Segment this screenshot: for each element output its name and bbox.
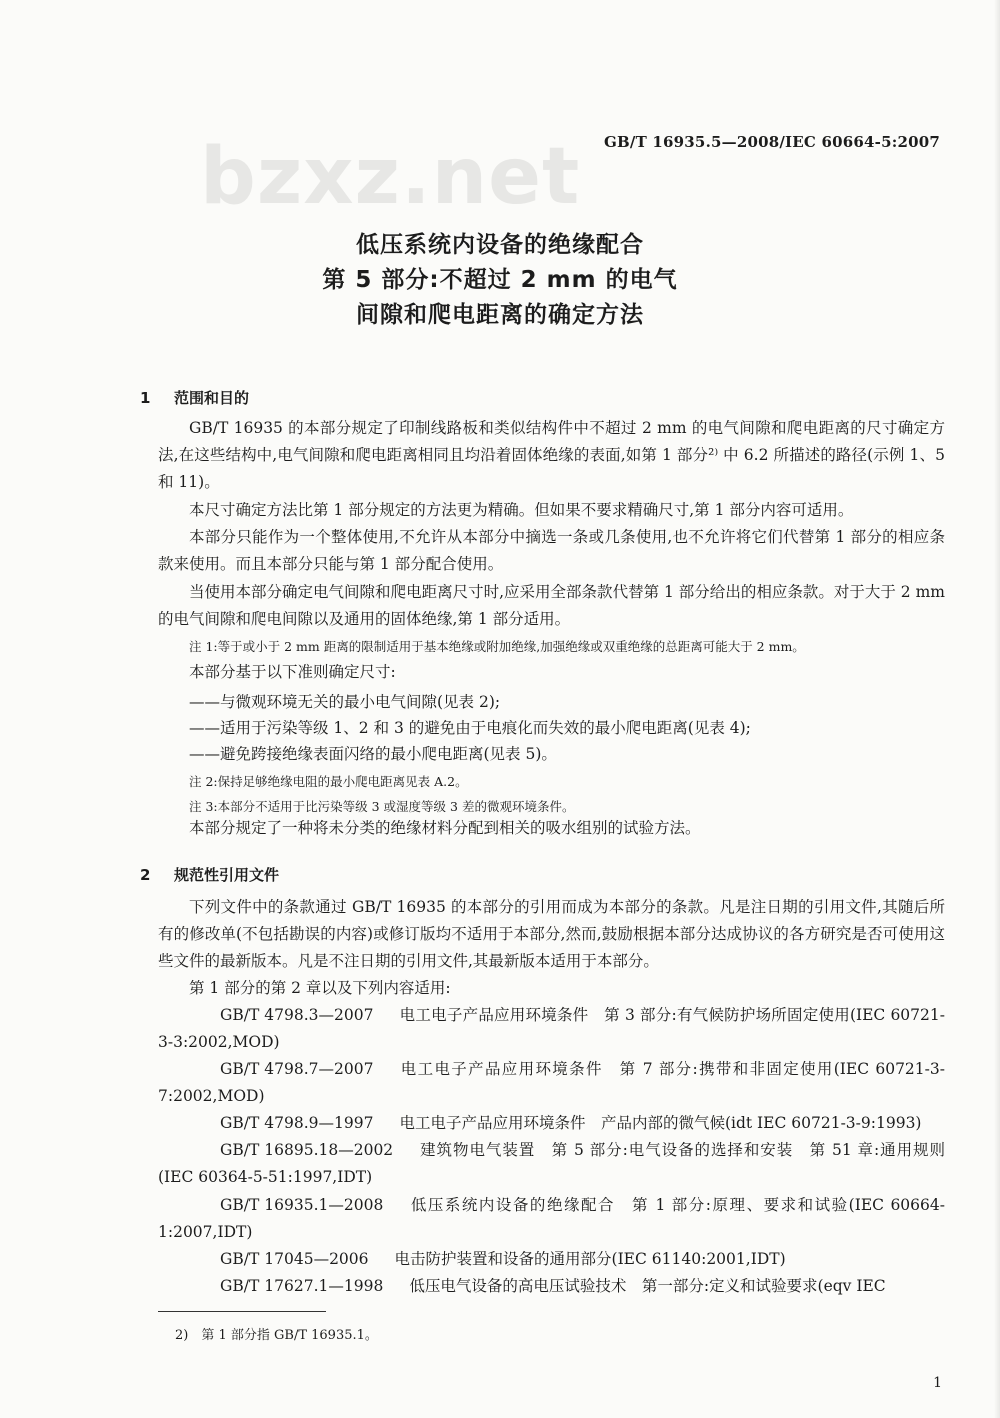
- reference-code: GB/T 17627.1—1998: [220, 1277, 384, 1295]
- reference-item: [158, 1002, 945, 1056]
- reference-item: [158, 1246, 945, 1273]
- reference-item: [158, 1137, 945, 1191]
- section-1-number: 1: [140, 389, 151, 407]
- reference-code: GB/T 16935.1—2008: [220, 1196, 384, 1214]
- criteria-item-2: ——适用于污染等级 1、2 和 3 的避免由于电痕化而失效的最小爬电距离(见表 4);: [189, 719, 751, 737]
- reference-item: [158, 1192, 945, 1246]
- watermark: bzxz.net: [200, 132, 581, 222]
- reference-title: 电工电子产品应用环境条件 第 3 部分:有气候防护场所固定使用(IEC 60721-3-3:2002,MOD): [158, 1006, 945, 1051]
- note-2: 注 2:保持足够绝缘电阻的最小爬电距离见表 A.2。: [189, 774, 468, 789]
- reference-title: 低压系统内设备的绝缘配合 第 1 部分:原理、要求和试验(IEC 60664-1:2007,IDT): [158, 1196, 945, 1241]
- criteria-item-3: ——避免跨接绝缘表面闪络的最小爬电距离(见表 5)。: [189, 745, 557, 763]
- section-1-para-3: 本部分只能作为一个整体使用,不允许从本部分中摘选一条或几条使用,也不允许将它们代替第 1 部分的相应条款来使用。而且本部分只能与第 1 部分配合使用。: [158, 528, 945, 573]
- reference-title: 建筑物电气装置 第 5 部分:电气设备的选择和安装 第 51 章:通用规则(IEC 60364-5-51:1997,IDT): [158, 1141, 945, 1186]
- footnote: 2) 第 1 部分指 GB/T 16935.1。: [175, 1328, 378, 1343]
- section-1-para-4: 当使用本部分确定电气间隙和爬电距离尺寸时,应采用全部条款代替第 1 部分给出的相应条款。对于大于 2 mm 的电气间隙和爬电间隙以及通用的固体绝缘,第 1 部分适用。: [158, 583, 945, 628]
- reference-title: 电工电子产品应用环境条件 第 7 部分:携带和非固定使用(IEC 60721-3-7:2002,MOD): [158, 1060, 945, 1105]
- section-2-para-2: 第 1 部分的第 2 章以及下列内容适用:: [189, 979, 451, 997]
- title-line-3: 间隙和爬电距离的确定方法: [356, 302, 644, 328]
- section-1-para-2: 本尺寸确定方法比第 1 部分规定的方法更为精确。但如果不要求精确尺寸,第 1 部分内容可适用。: [189, 501, 854, 519]
- section-2-para-1: 下列文件中的条款通过 GB/T 16935 的本部分的引用而成为本部分的条款。凡是注日期的引用文件,其随后所有的修改单(不包括勘误的内容)或修订版均不适用于本部分,然而,鼓励根据本部分达成协议的各方研究是否可使用这些文件的最新版本。凡是不注日期的引用文件,其最新版本适用于本部分。: [158, 898, 945, 970]
- page-edge-shadow: [994, 0, 1000, 1418]
- title-line-2: 第 5 部分:不超过 2 mm 的电气: [322, 267, 678, 293]
- reference-title: 低压电气设备的高电压试验技术 第一部分:定义和试验要求(eqv IEC: [409, 1277, 886, 1295]
- section-1-title: 范围和目的: [174, 389, 250, 407]
- section-2-title: 规范性引用文件: [174, 866, 280, 884]
- reference-code: GB/T 17045—2006: [220, 1250, 369, 1268]
- note-1: 注 1:等于或小于 2 mm 距离的限制适用于基本绝缘或附加绝缘,加强绝缘或双重绝缘的总距离可能大于 2 mm。: [189, 639, 805, 654]
- reference-title: 电工电子产品应用环境条件 产品内部的微气候(idt IEC 60721-3-9:1993): [399, 1114, 922, 1132]
- section-1-para-6: 本部分规定了一种将未分类的绝缘材料分配到相关的吸水组别的试验方法。: [189, 819, 701, 837]
- page-number: 1: [933, 1375, 942, 1391]
- reference-code: GB/T 4798.7—2007: [220, 1060, 374, 1078]
- reference-item: [158, 1056, 945, 1110]
- standard-number: GB/T 16935.5—2008/IEC 60664-5:2007: [604, 133, 940, 151]
- footnote-rule: [158, 1311, 326, 1312]
- note-3: 注 3:本部分不适用于比污染等级 3 或湿度等级 3 差的微观环境条件。: [189, 799, 575, 814]
- section-1-heading: [140, 387, 249, 408]
- reference-item: [158, 1273, 945, 1300]
- section-2-number: 2: [140, 866, 151, 884]
- reference-code: GB/T 4798.3—2007: [220, 1006, 374, 1024]
- title-line-1: 低压系统内设备的绝缘配合: [356, 232, 644, 258]
- reference-code: GB/T 4798.9—1997: [220, 1114, 374, 1132]
- reference-item: [158, 1110, 945, 1137]
- reference-code: GB/T 16895.18—2002: [220, 1141, 394, 1159]
- section-1-para-1: GB/T 16935 的本部分规定了印制线路板和类似结构件中不超过 2 mm 的电气间隙和爬电距离的尺寸确定方法,在这些结构中,电气间隙和爬电距离相同且均沿着固体绝缘的表面,如第 1 部分²⁾ 中 6.2 所描述的路径(示例 1、5 和 11)。: [158, 419, 945, 491]
- criteria-item-1: ——与微观环境无关的最小电气间隙(见表 2);: [189, 693, 501, 711]
- section-1-para-5: 本部分基于以下准则确定尺寸:: [189, 663, 396, 681]
- reference-title: 电击防护装置和设备的通用部分(IEC 61140:2001,IDT): [394, 1250, 786, 1268]
- section-2-heading: [140, 864, 279, 885]
